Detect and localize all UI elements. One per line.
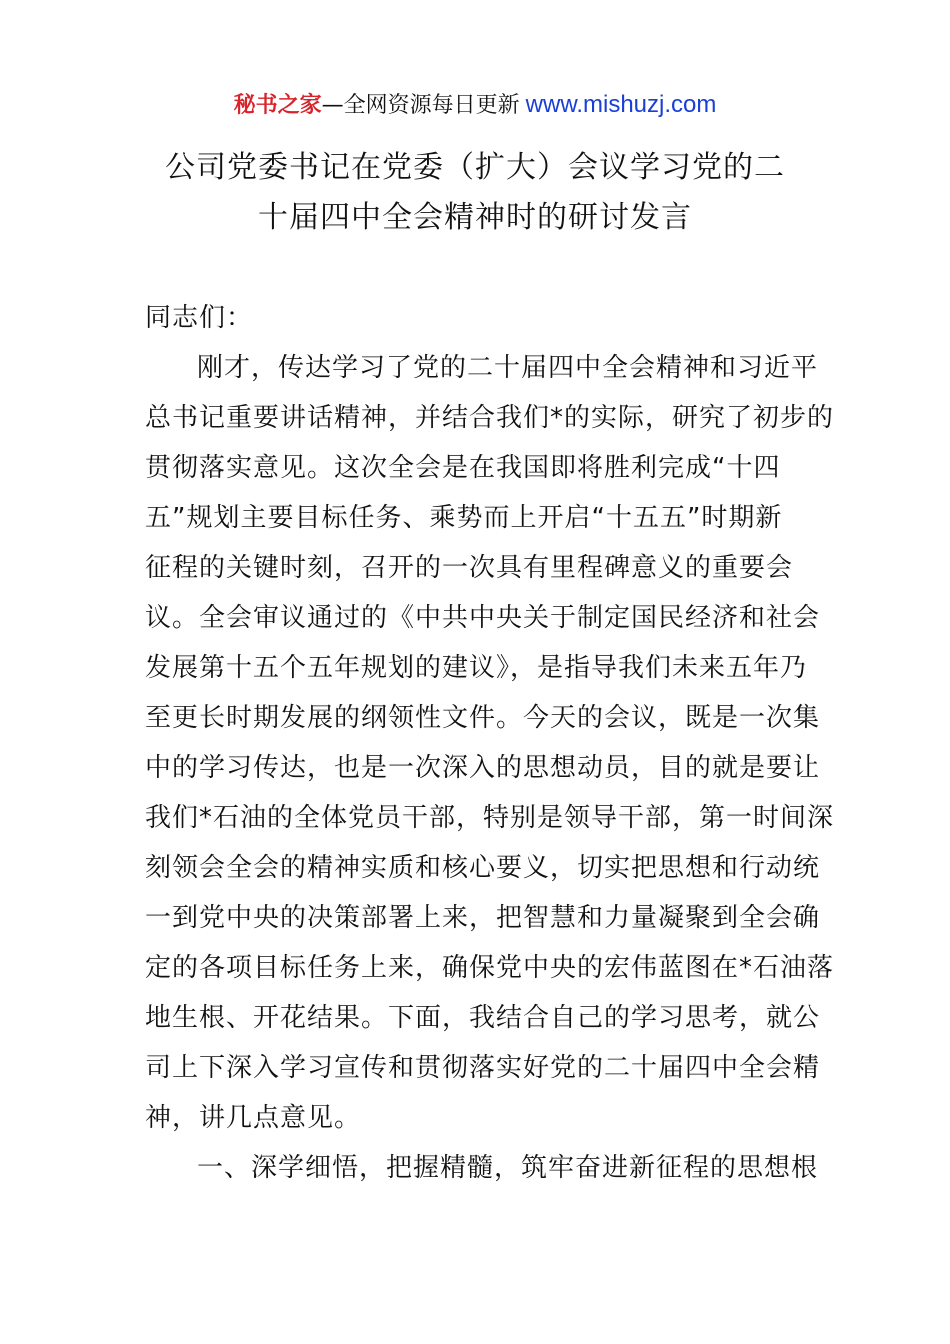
brand-name: 秘书之家 [233,93,322,118]
paragraph-line: 总书记重要讲话精神，并结合我们*的实际，研究了初步的 [145,403,835,433]
paragraph-line: 发展第十五个五年规划的建议》，是指导我们未来五年乃 [145,653,808,683]
site-url-link[interactable]: www.mishuzj.com [525,91,717,118]
paragraph-line: 五”规划主要目标任务、乘势而上开启“十五五”时期新 [145,503,783,533]
paragraph-line: 我们*石油的全体党员干部，特别是领导干部，第一时间深 [145,803,835,833]
paragraph-line: 中的学习传达，也是一次深入的思想动员，目的就是要让 [145,753,821,783]
paragraph-line: 刚才，传达学习了党的二十届四中全会精神和习近平 [197,353,819,383]
salutation: 同志们： [145,303,254,333]
paragraph-line: 刻领会全会的精神实质和核心要义，切实把思想和行动统 [145,853,821,883]
paragraph-line: 至更长时期发展的纲领性文件。今天的会议，既是一次集 [145,703,821,733]
document-title [100,143,850,243]
header-tagline: —全网资源每日更新 [321,93,520,118]
paragraph-line: 定的各项目标任务上来，确保党中央的宏伟蓝图在*石油落 [145,953,835,983]
title-line-2: 十届四中全会精神时的研讨发言 [258,200,692,235]
paragraph-line: 一到党中央的决策部署上来，把智慧和力量凝聚到全会确 [145,903,821,933]
paragraph-line: 司上下深入学习宣传和贯彻落实好党的二十届四中全会精 [145,1053,821,1083]
paragraph-line: 贯彻落实意见。这次全会是在我国即将胜利完成“十四 [145,453,781,483]
site-header [0,88,950,123]
document-body [145,293,835,1193]
section-heading: 一、深学细悟，把握精髓，筑牢奋进新征程的思想根 [197,1153,819,1183]
paragraph-line: 神，讲几点意见。 [145,1103,362,1133]
title-line-1: 公司党委书记在党委（扩大）会议学习党的二 [165,150,785,185]
paragraph-line: 议。全会审议通过的《中共中央关于制定国民经济和社会 [145,603,821,633]
paragraph-line: 征程的关键时刻，召开的一次具有里程碑意义的重要会 [145,553,794,583]
paragraph-line: 地生根、开花结果。下面，我结合自己的学习思考，就公 [145,1003,821,1033]
